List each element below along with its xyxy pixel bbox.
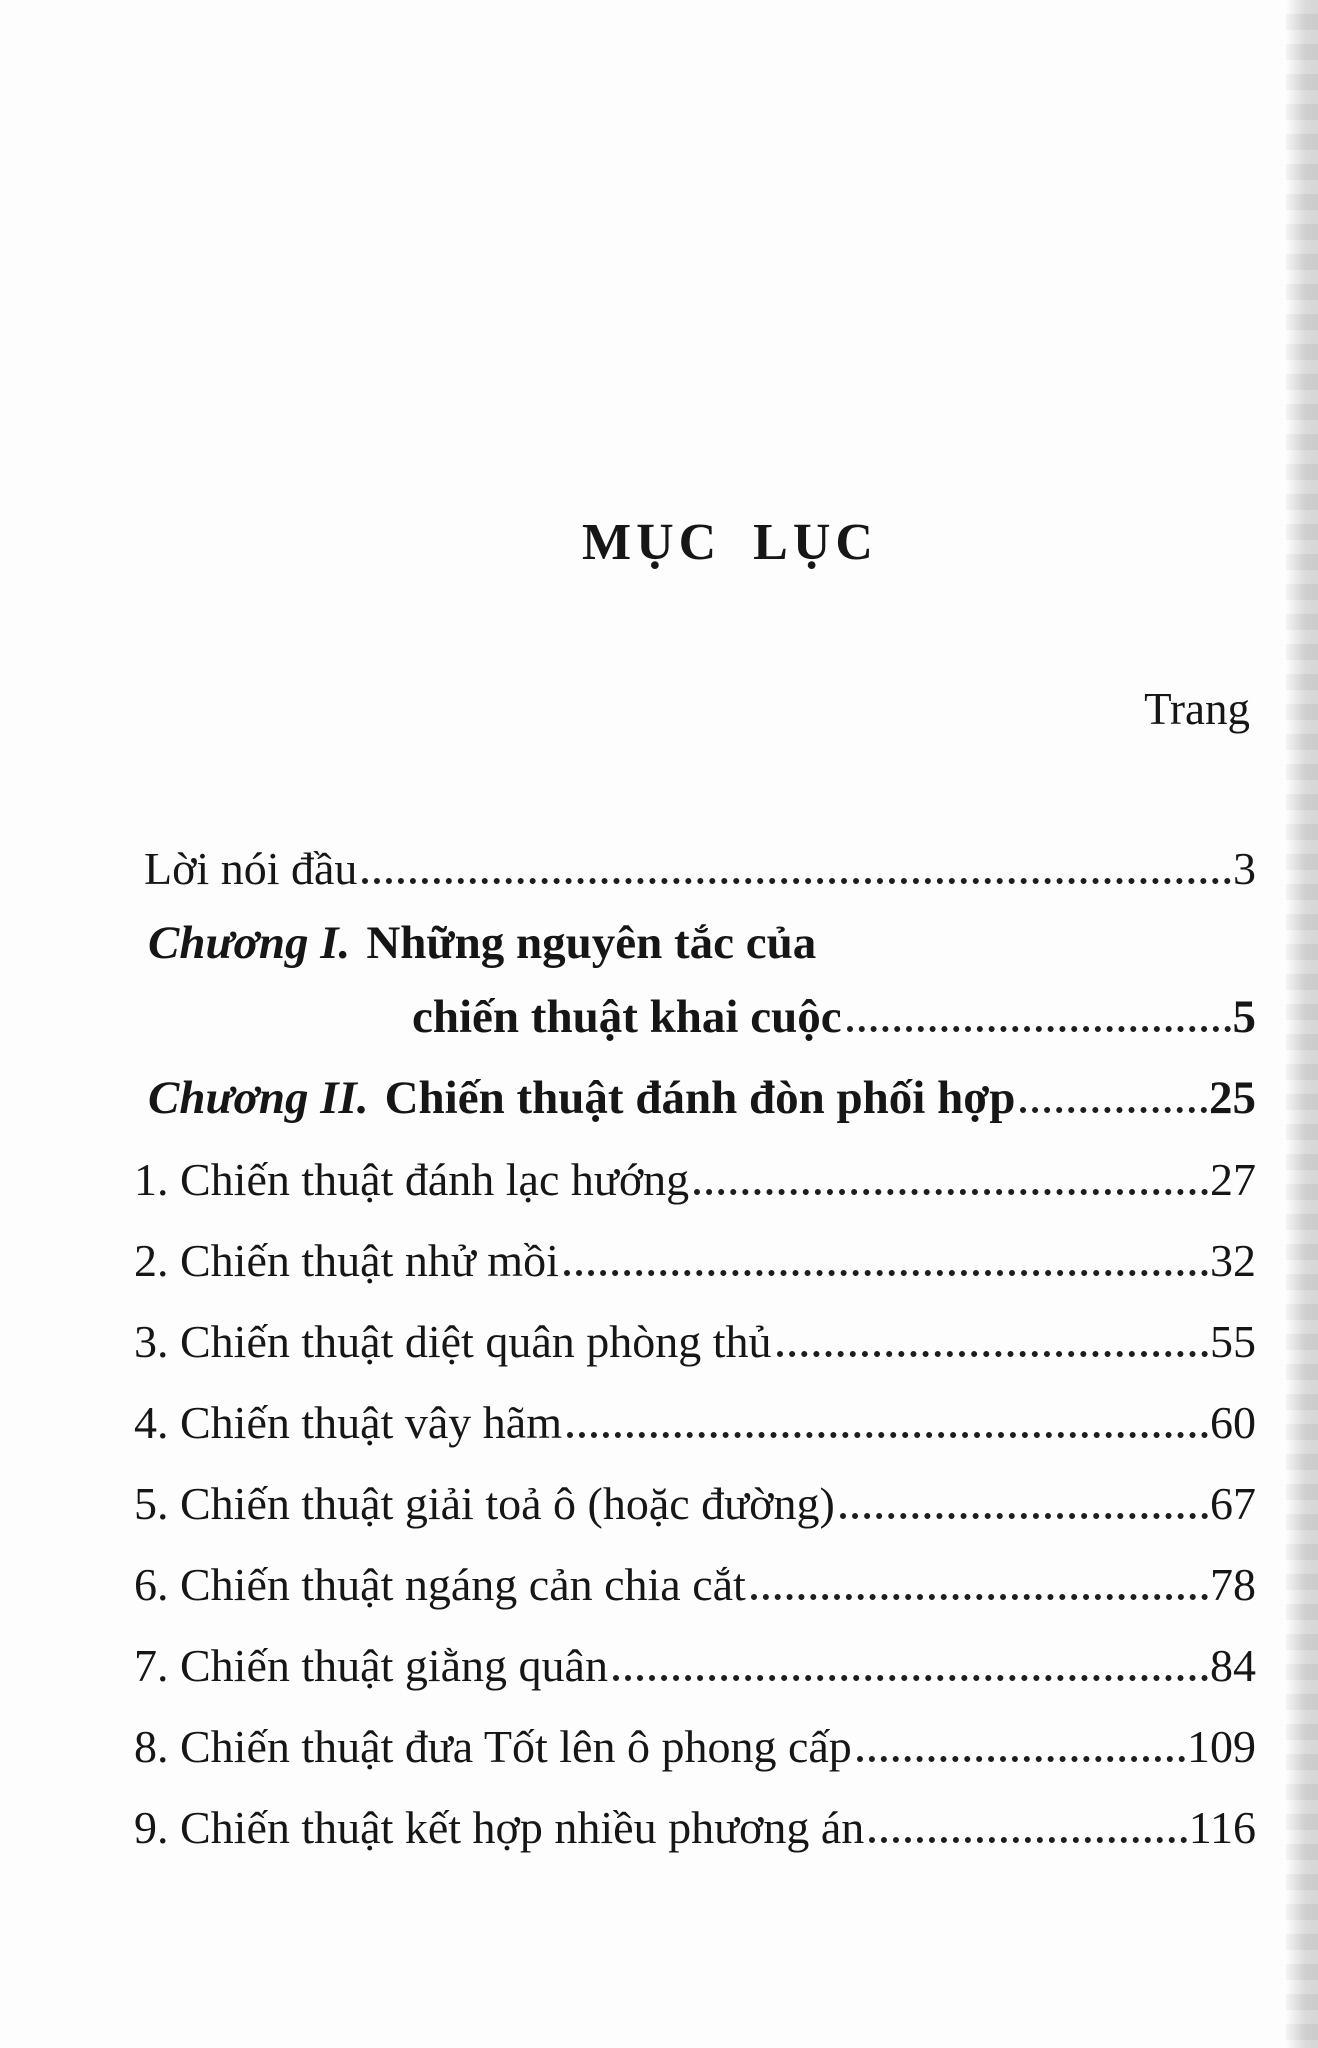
page-title: MỤC LỤC — [582, 514, 878, 571]
page-number: 32 — [1210, 1235, 1256, 1286]
page-column-header: Trang — [1144, 684, 1250, 734]
toc-entry-label: chiến thuật khai cuộc — [412, 991, 842, 1043]
toc-entry — [134, 1544, 1256, 1625]
dot-leader — [869, 1837, 1186, 1843]
toc-entry-label: 5. Chiến thuật giải toả ô (hoặc đường) — [134, 1478, 835, 1529]
page-number: 55 — [1210, 1316, 1256, 1367]
toc-entry — [134, 1382, 1256, 1463]
dot-leader — [1020, 1107, 1207, 1113]
page-number: 84 — [1210, 1640, 1256, 1691]
toc-entry — [134, 1706, 1256, 1787]
toc-entry-chapter-2 — [134, 1058, 1256, 1139]
page-number: 116 — [1188, 1802, 1256, 1853]
toc-entry-front-matter — [134, 828, 1256, 909]
toc-entry — [134, 1301, 1256, 1382]
toc-entry-label: Chiến thuật đánh đòn phối hợp — [384, 1072, 1016, 1124]
toc-entry-label: Những nguyên tắc của — [366, 917, 817, 969]
dot-leader — [613, 1675, 1208, 1681]
dot-leader — [362, 878, 1231, 884]
toc-entry-label: Lời nói đầu — [144, 843, 358, 894]
toc-entry — [134, 1625, 1256, 1706]
dot-leader — [694, 1189, 1208, 1195]
page-number: 60 — [1210, 1397, 1256, 1448]
toc-entry — [134, 1787, 1256, 1868]
page-number: 78 — [1210, 1559, 1256, 1610]
page-number: 27 — [1210, 1154, 1256, 1205]
page-number: 25 — [1209, 1072, 1256, 1124]
scan-edge-shadow — [1286, 0, 1318, 2048]
toc-entry — [134, 1220, 1256, 1301]
toc-entry-chapter-1-line-2 — [134, 977, 1256, 1058]
dot-leader — [840, 1513, 1208, 1519]
dot-leader — [857, 1756, 1185, 1762]
toc-entry-chapter-1-line-1 — [134, 909, 1256, 977]
page-number: 5 — [1232, 991, 1256, 1043]
toc-entry-label: 4. Chiến thuật vây hãm — [134, 1397, 562, 1448]
dot-leader — [777, 1351, 1208, 1357]
toc-entry-label: 8. Chiến thuật đưa Tốt lên ô phong cấp — [134, 1721, 852, 1772]
dot-leader — [751, 1594, 1208, 1600]
page-number: 109 — [1187, 1721, 1256, 1772]
dot-leader — [564, 1270, 1208, 1276]
toc-entry-label: 3. Chiến thuật diệt quân phòng thủ — [134, 1316, 772, 1367]
chapter-prefix: Chương I. — [148, 917, 351, 969]
chapter-prefix: Chương II. — [148, 1072, 369, 1124]
page-number: 3 — [1233, 843, 1256, 894]
toc-entry-label: 2. Chiến thuật nhử mồi — [134, 1235, 559, 1286]
toc-entry-label: 6. Chiến thuật ngáng cản chia cắt — [134, 1559, 746, 1610]
toc-entry-label: 7. Chiến thuật giằng quân — [134, 1640, 608, 1691]
dot-leader — [567, 1432, 1208, 1438]
page-number: 67 — [1210, 1478, 1256, 1529]
dot-leader — [847, 1026, 1231, 1032]
toc-list — [134, 828, 1256, 1868]
toc-entry-label: 9. Chiến thuật kết hợp nhiều phương án — [134, 1802, 865, 1853]
toc-entry — [134, 1139, 1256, 1220]
toc-entry-label: 1. Chiến thuật đánh lạc hướng — [134, 1154, 690, 1205]
toc-entry — [134, 1463, 1256, 1544]
